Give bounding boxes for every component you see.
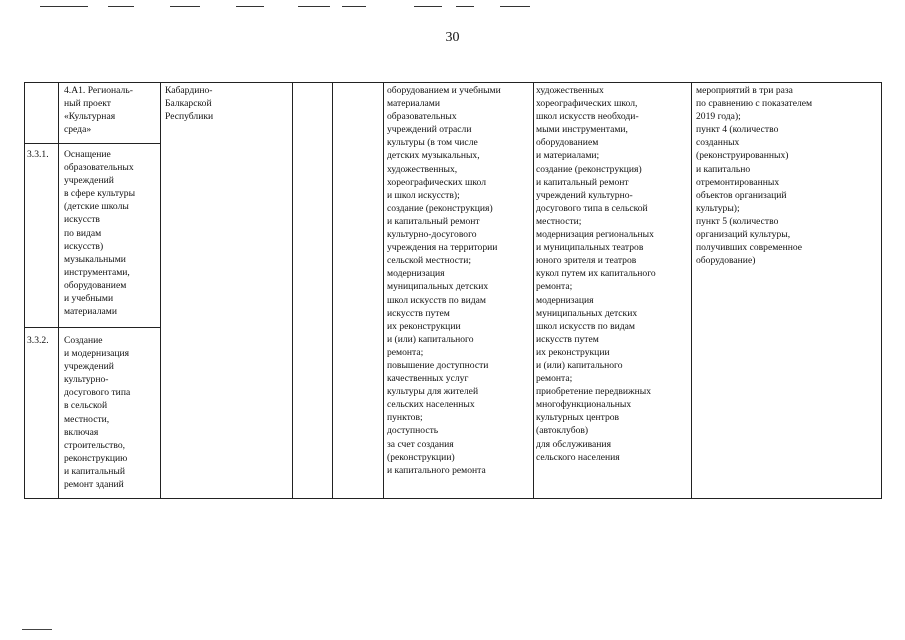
measure-name: Создание и модернизация учреждений культурно- досугового типа в сельской местности, включая строительство, реконструкцию и капитальный ремонт зданий [64, 335, 131, 491]
table-border [58, 82, 59, 499]
top-scan-line [342, 6, 366, 7]
table-row-divider [24, 327, 160, 328]
table-border [160, 82, 161, 499]
top-scan-line [170, 6, 200, 7]
project-name: 4.А1. Региональ- ный проект «Культурная среда» [64, 85, 133, 136]
table-border [533, 82, 534, 499]
top-scan-line [500, 6, 530, 7]
top-scan-line [108, 6, 134, 7]
measure-name: Оснащение образовательных учреждений в сфере культуры (детские школы искусств по видам искусств) музыкальными инструментами, оборудованием и учебными материалами [64, 149, 136, 318]
table-border [383, 82, 384, 499]
bottom-scan-line [22, 629, 52, 630]
top-scan-line [40, 6, 88, 7]
table-border [332, 82, 333, 499]
table-border [691, 82, 692, 499]
table-border [24, 82, 882, 83]
indicators: мероприятий в три раза по сравнению с показателем 2019 года); пункт 4 (количество созданных (реконструированных) и капитально отремонтированных объектов организаций культуры); пункт 5 (количество организаций культуры, получивших современное оборудование) [696, 85, 813, 267]
top-scan-line [236, 6, 264, 7]
row-number: 3.3.2. [27, 335, 49, 346]
top-scan-line [456, 6, 474, 7]
table-border [24, 498, 882, 499]
row-number: 3.3.1. [27, 149, 49, 160]
table-border [292, 82, 293, 499]
table-border [24, 82, 25, 499]
page-number: 30 [445, 30, 460, 45]
measures-description: художественных хореографических школ, школ искусств необходи- мыми инструментами, оборудованием и материалами; создание (реконструкция) и капитальный ремонт учреждений культурно- досугового типа в сельской местности; модернизация региональных и муниципальных театров юного зрителя и театров кукол путем их капитального ремонта; модернизация муниципальных детских школ искусств по видам искусств путем их реконструкции и (или) капитального ремонта; приобретение передвижных многофункциональных культурных центров (автоклубов) для обслуживания сельского населения [536, 85, 656, 463]
table-border [881, 82, 882, 499]
executor: Кабардино- Балкарской Республики [165, 85, 214, 123]
top-scan-line [298, 6, 330, 7]
measures-table [24, 82, 882, 499]
top-scan-line [414, 6, 442, 7]
expected-result: оборудованием и учебными материалами образовательных учреждений отрасли культуры (в том числе детских музыкальных, художественных, хореографических школ и школ искусств); создание (реконструкция) и капитальный ремонт культурно-досугового учреждения на территории сельской местности; модернизация муниципальных детских школ искусств по видам искусств путем их реконструкции и (или) капитального ремонта; повышение доступности качественных услуг культуры для жителей сельских населенных пунктов; доступность за счет создания (реконструкции) и капитального ремонта [387, 85, 501, 476]
table-row-divider [24, 143, 160, 144]
